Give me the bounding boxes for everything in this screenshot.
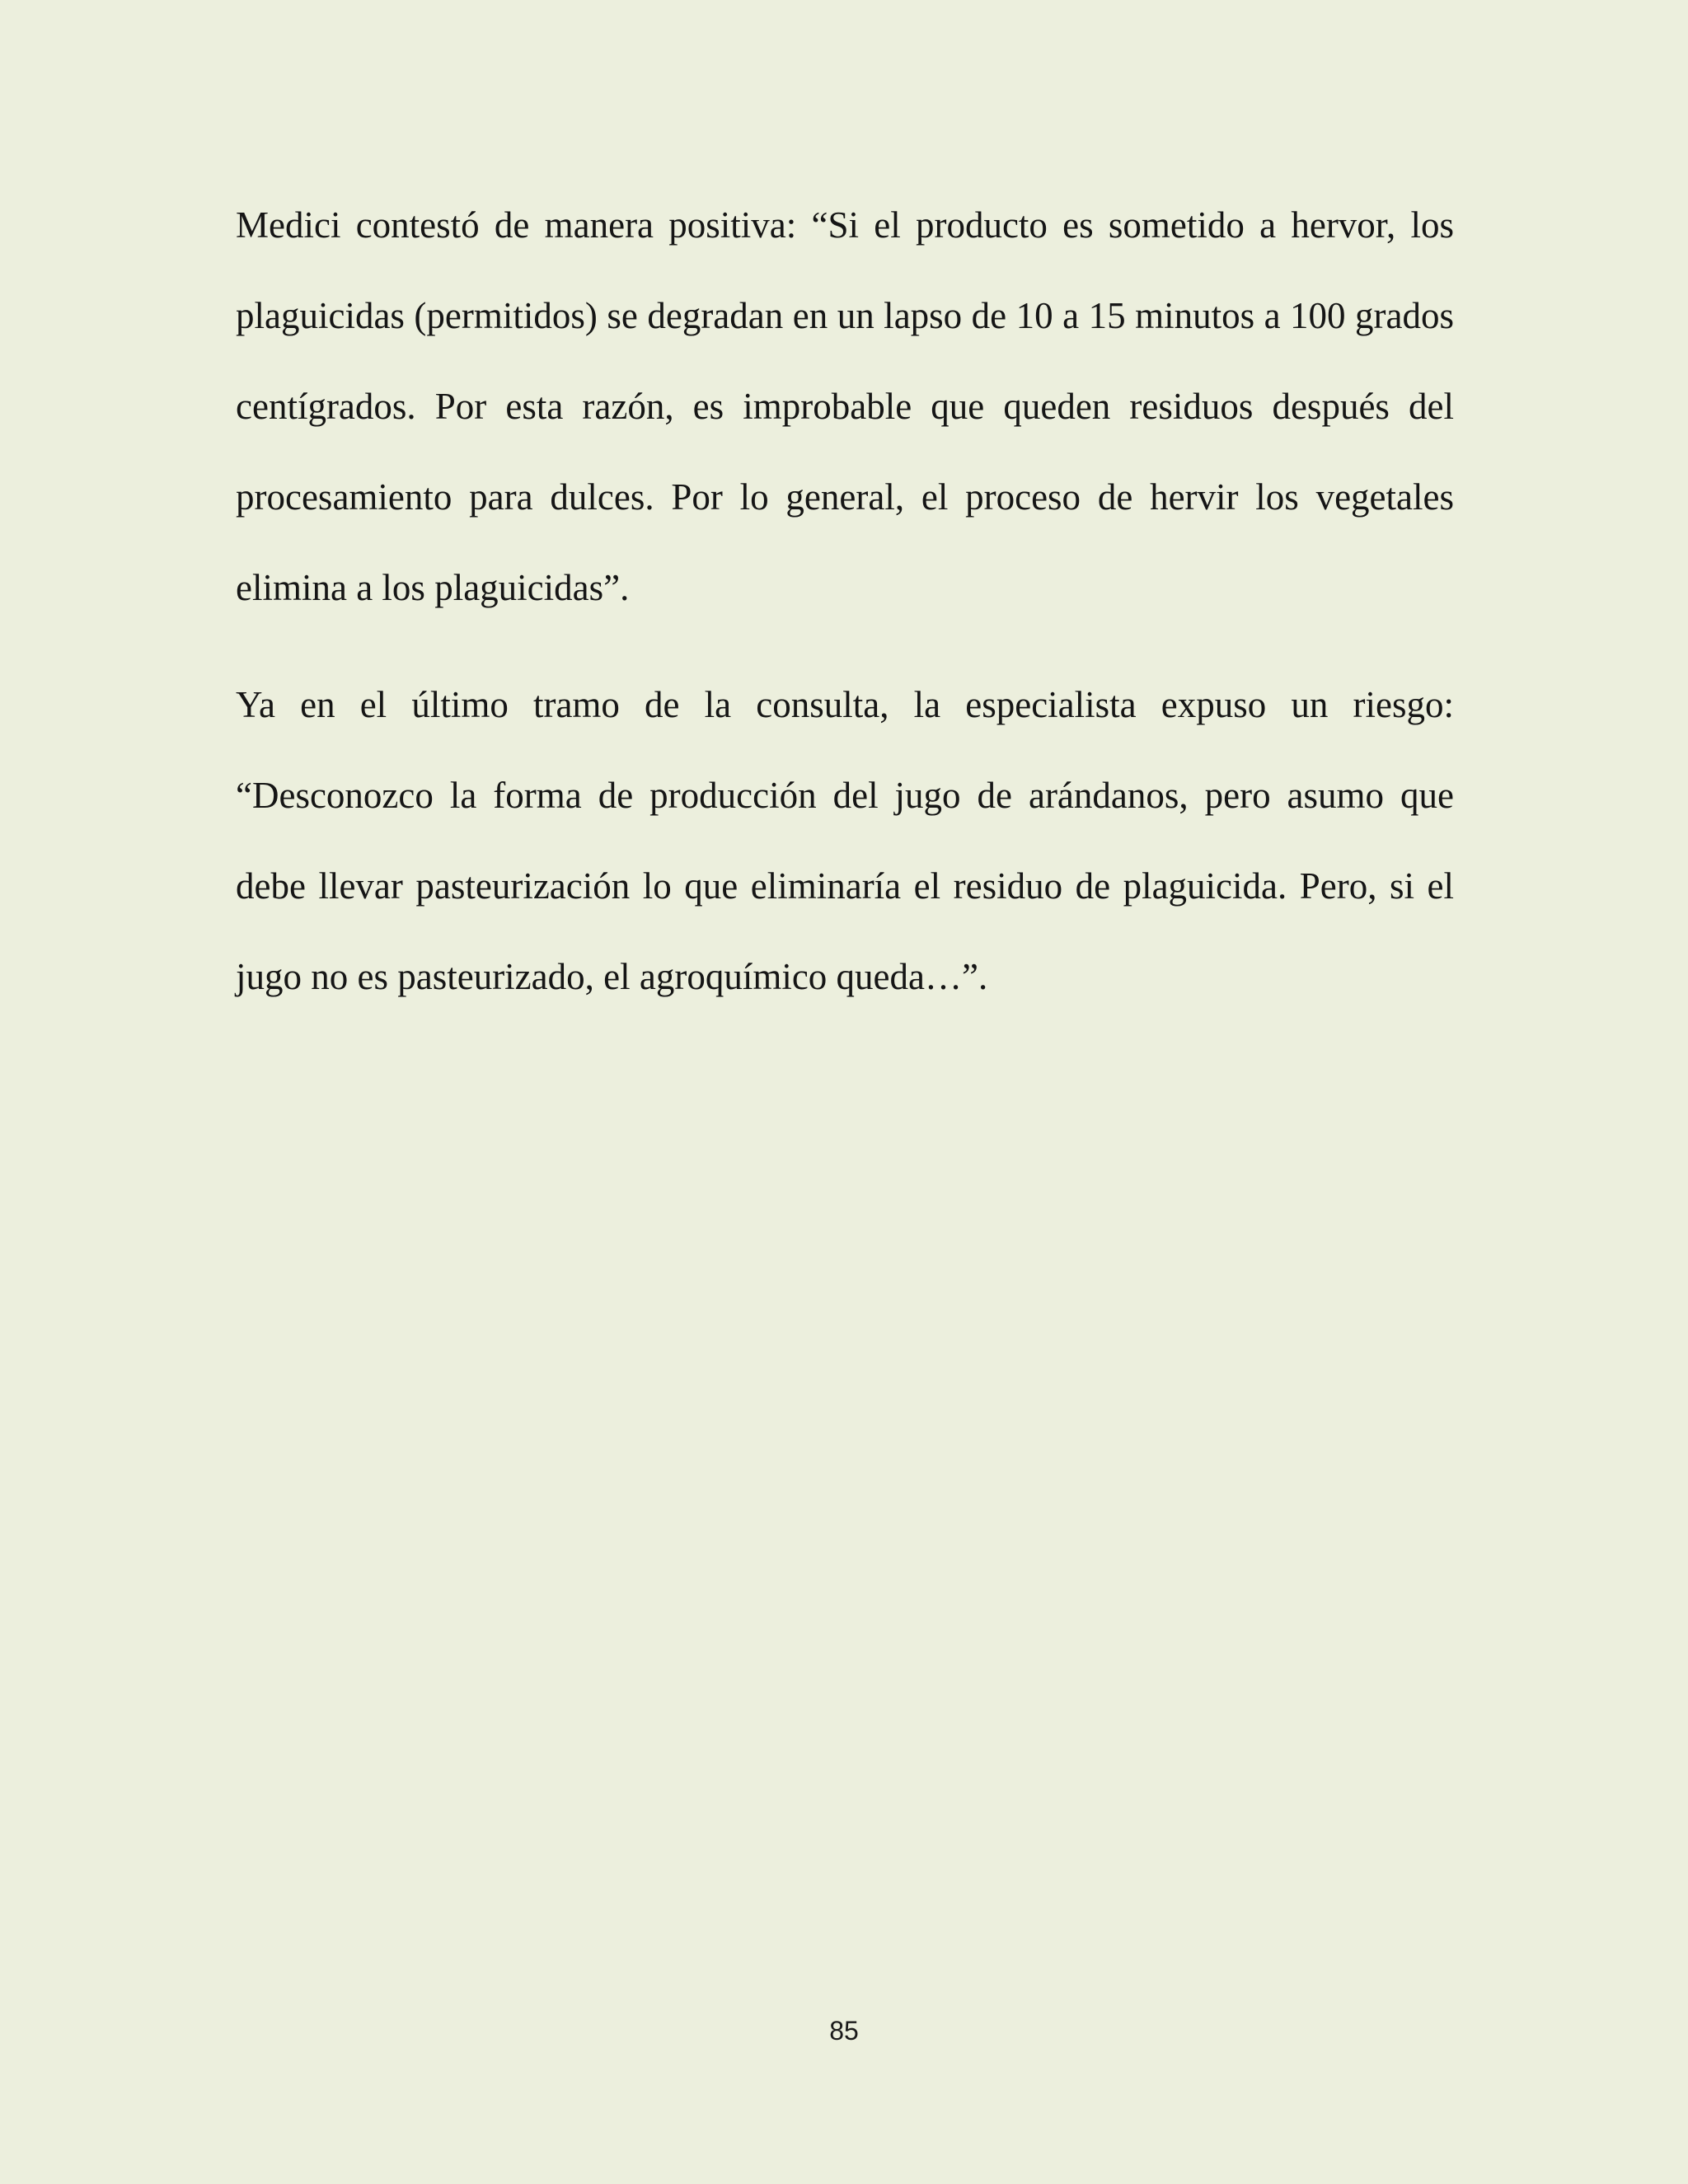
- paragraph-medici-response: Medici contestó de manera positiva: “Si el producto es sometido a hervor, los plaguicidas (permitidos) se degradan en un lapso de 10 a 15 minutos a 100 grados centígrados. Por esta razón, es improbable que queden residuos después del procesamiento para dulces. Por lo general, el proceso de hervir los vegetales elimina a los plaguicidas”.: [236, 204, 1454, 608]
- body-text: [236, 180, 1454, 1022]
- paragraph-specialist-risk: Ya en el último tramo de la consulta, la especialista expuso un riesgo: “Desconozco la forma de producción del jugo de arándanos, pero asumo que debe llevar pasteurización lo que eliminaría el residuo de plaguicida. Pero, si el jugo no es pasteurizado, el agroquímico queda…”.: [236, 684, 1454, 997]
- page-number: 85: [829, 2016, 859, 2046]
